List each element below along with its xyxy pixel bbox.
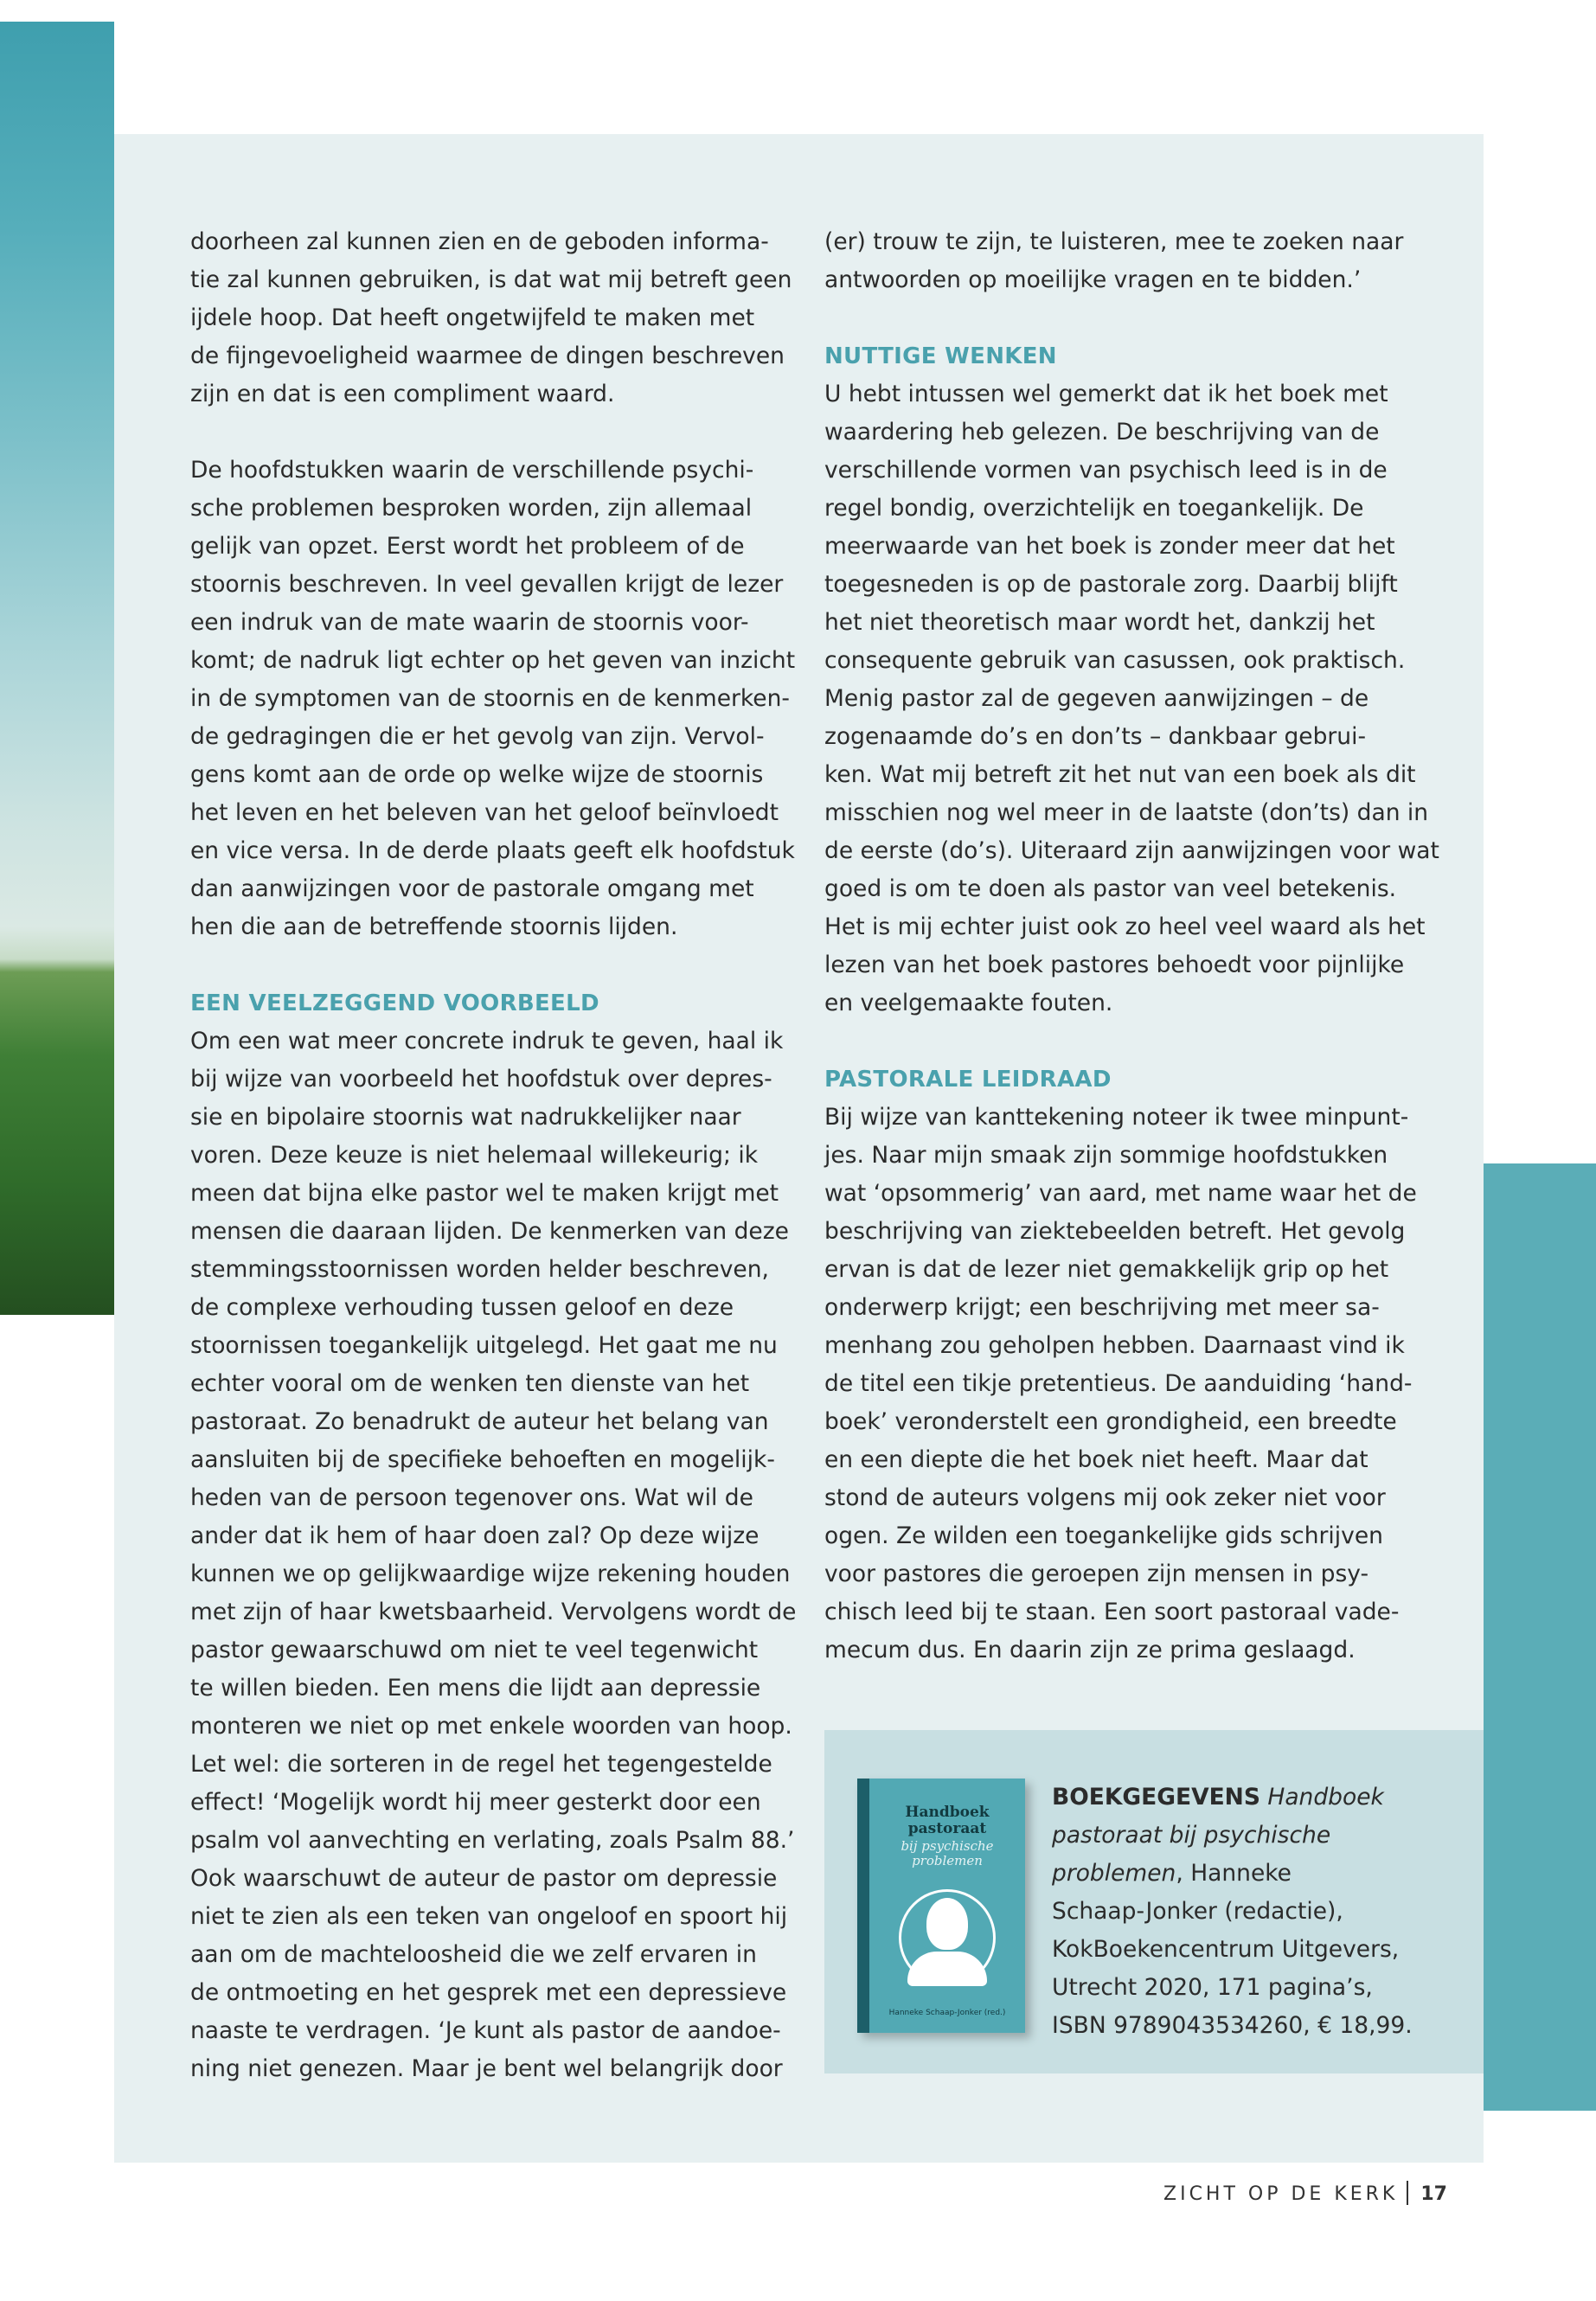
- book-isbn-price: ISBN 9789043534260, € 18,99.: [1052, 2012, 1413, 2039]
- text-line: voren. Deze keuze is niet helemaal willekeurig; ik: [190, 1142, 759, 1169]
- section-heading: NUTTIGE WENKEN: [824, 343, 1057, 369]
- decorative-teal-block: [1484, 1163, 1596, 2111]
- text-line: mecum dus. En daarin zijn ze prima geslaagd.: [824, 1637, 1356, 1663]
- text-line: pastor gewaarschuwd om niet te veel tegenwicht: [190, 1637, 759, 1663]
- text-line: goed is om te doen als pastor van veel betekenis.: [824, 875, 1397, 902]
- left-column: [190, 223, 797, 2088]
- book-spine: [857, 1779, 869, 2033]
- text-line: de eerste (do’s). Uiteraard zijn aanwijzingen voor wat: [824, 837, 1439, 864]
- text-line: ogen. Ze wilden een toegankelijke gids schrijven: [824, 1522, 1383, 1549]
- page-footer: [1163, 2181, 1447, 2208]
- text-line: verschillende vormen van psychisch leed is in de: [824, 457, 1388, 484]
- text-line: en vice versa. In de derde plaats geeft elk hoofdstuk: [190, 837, 795, 864]
- text-line: Ook waarschuwt de auteur de pastor om depressie: [190, 1865, 778, 1892]
- text-line: gelijk van opzet. Eerst wordt het probleem of de: [190, 533, 745, 560]
- text-line: menhang zou geholpen hebben. Daarnaast vind ik: [824, 1332, 1405, 1359]
- shoulders-icon: [907, 1952, 987, 1986]
- text-line: monteren we niet op met enkele woorden van hoop.: [190, 1713, 792, 1740]
- text-line: en een diepte die het boek niet heeft. Maar dat: [824, 1446, 1368, 1473]
- text-line: de titel een tikje pretentieus. De aanduiding ‘hand-: [824, 1370, 1413, 1397]
- text-line: voor pastores die geroepen zijn mensen in psy-: [824, 1561, 1369, 1587]
- magazine-name: ZICHT OP DE KERK: [1163, 2183, 1399, 2205]
- page-number: 17: [1420, 2183, 1447, 2205]
- text-line: lezen van het boek pastores behoedt voor pijnlijke: [824, 952, 1405, 978]
- text-line: in de symptomen van de stoornis en de kenmerken-: [190, 685, 790, 712]
- paragraph: [190, 452, 796, 946]
- text-line: pastoraat. Zo benadrukt de auteur het belang van: [190, 1408, 769, 1435]
- book-editor: , Hanneke: [1176, 1860, 1292, 1887]
- text-line: (er) trouw te zijn, te luisteren, mee te zoeken naar: [824, 228, 1404, 255]
- text-line: doorheen zal kunnen zien en de geboden informa-: [190, 228, 769, 255]
- text-line: psalm vol aanvechting en verlating, zoals Psalm 88.’: [190, 1827, 795, 1854]
- text-line: ervan is dat de lezer niet gemakkelijk grip op het: [824, 1256, 1389, 1283]
- text-line: ning niet genezen. Maar je bent wel belangrijk door: [190, 2055, 783, 2082]
- text-line: zijn en dat is een compliment waard.: [190, 381, 615, 407]
- book-cover-title: Handboek pastoraat: [905, 1804, 990, 1837]
- text-line: ander dat ik hem of haar doen zal? Op deze wijze: [190, 1522, 760, 1549]
- book-publisher: KokBoekencentrum Uitgevers,: [1052, 1936, 1400, 1963]
- section-heading: PASTORALE LEIDRAAD: [824, 1067, 1112, 1093]
- book-cover-subtitle: bij psychische problemen: [901, 1838, 994, 1868]
- book-info-label: BOEKGEGEVENS: [1052, 1784, 1260, 1811]
- text-line: dan aanwijzingen voor de pastorale omgang met: [190, 875, 754, 902]
- text-line: met zijn of haar kwetsbaarheid. Vervolgens wordt de: [190, 1599, 797, 1625]
- text-line: beschrijving van ziektebeelden betreft. Het gevolg: [824, 1218, 1406, 1245]
- book-editor: Schaap-Jonker (redactie),: [1052, 1898, 1343, 1925]
- text-line: de complexe verhouding tussen geloof en deze: [190, 1294, 734, 1321]
- text-line: aan om de machteloosheid die we zelf ervaren in: [190, 1941, 757, 1968]
- text-line: Menig pastor zal de gegeven aanwijzingen – de: [824, 685, 1369, 712]
- text-line: ken. Wat mij betreft zit het nut van een boek als dit: [824, 761, 1416, 788]
- text-line: waardering heb gelezen. De beschrijving van de: [824, 419, 1380, 445]
- footer-divider: [1407, 2181, 1408, 2205]
- text-line: meen dat bijna elke pastor wel te maken krijgt met: [190, 1180, 779, 1207]
- text-line: echter vooral om de wenken ten dienste van het: [190, 1370, 750, 1397]
- text-line: stoornissen toegankelijk uitgelegd. Het gaat me nu: [190, 1332, 778, 1359]
- paragraph: [824, 1099, 1417, 1670]
- text-line: en veelgemaakte fouten.: [824, 990, 1113, 1016]
- text-line: wat ‘opsommerig’ van aard, met name waar het de: [824, 1180, 1417, 1207]
- book-cover-authors: Hanneke Schaap-Jonker (red.): [888, 2009, 1006, 2017]
- text-line: de fijngevoeligheid waarmee de dingen beschreven: [190, 343, 785, 369]
- text-line: onderwerp krijgt; een beschrijving met meer sa-: [824, 1294, 1380, 1321]
- text-line: het niet theoretisch maar wordt het, dankzij het: [824, 609, 1375, 636]
- text-line: mensen die daaraan lijden. De kenmerken van deze: [190, 1218, 789, 1245]
- paragraph: [190, 223, 792, 413]
- text-line: stoornis beschreven. In veel gevallen krijgt de lezer: [190, 571, 784, 598]
- text-line: Om een wat meer concrete indruk te geven, haal ik: [190, 1028, 784, 1054]
- text-line: sie en bipolaire stoornis wat nadrukkelijker naar: [190, 1104, 741, 1131]
- text-line: ijdele hoop. Dat heeft ongetwijfeld te maken met: [190, 304, 755, 331]
- text-line: naaste te verdragen. ‘Je kunt als pastor de aandoe-: [190, 2017, 781, 2044]
- text-line: niet te zien als een teken van ongeloof en spoort hij: [190, 1903, 788, 1930]
- text-line: te willen bieden. Een mens die lijdt aan depressie: [190, 1675, 761, 1702]
- head-icon: [926, 1898, 968, 1950]
- book-title: Handboek: [1267, 1784, 1384, 1811]
- text-line: stemmingsstoornissen worden helder beschreven,: [190, 1256, 769, 1283]
- text-line: consequente gebruik van casussen, ook praktisch.: [824, 647, 1406, 674]
- text-line: Bij wijze van kanttekening noteer ik twee minpunt-: [824, 1104, 1409, 1131]
- text-line: zogenaamde do’s en don’ts – dankbaar gebrui-: [824, 723, 1367, 750]
- text-line: toegesneden is op de pastorale zorg. Daarbij blijft: [824, 571, 1398, 598]
- text-line: misschien nog wel meer in de laatste (don’ts) dan in: [824, 799, 1429, 826]
- text-line: komt; de nadruk ligt echter op het geven van inzicht: [190, 647, 796, 674]
- paragraph: [190, 1022, 797, 2088]
- book-cover-image: [857, 1779, 1025, 2033]
- text-line: stond de auteurs volgens mij ook zeker niet voor: [824, 1484, 1386, 1511]
- text-line: U hebt intussen wel gemerkt dat ik het boek met: [824, 381, 1388, 407]
- text-line: aansluiten bij de specifieke behoeften en mogelijk-: [190, 1446, 775, 1473]
- text-line: antwoorden op moeilijke vragen en te bidden.’: [824, 266, 1362, 293]
- text-line: effect! ‘Mogelijk wordt hij meer gesterkt door een: [190, 1789, 761, 1816]
- text-line: Het is mij echter juist ook zo heel veel waard als het: [824, 913, 1426, 940]
- text-line: meerwaarde van het boek is zonder meer dat het: [824, 533, 1395, 560]
- book-details-box: [824, 1730, 1484, 2073]
- text-line: de ontmoeting en het gesprek met een depressieve: [190, 1979, 787, 2006]
- text-line: De hoofdstukken waarin de verschillende psychi-: [190, 457, 754, 484]
- paragraph: [824, 375, 1439, 1022]
- book-title: problemen: [1052, 1860, 1176, 1887]
- text-line: de gedragingen die er het gevolg van zijn. Vervol-: [190, 723, 765, 750]
- section-heading: EEN VEELZEGGEND VOORBEELD: [190, 990, 599, 1016]
- book-info-text: [1052, 1779, 1467, 2045]
- right-column: [824, 223, 1439, 1670]
- text-line: een indruk van de mate waarin de stoornis voor-: [190, 609, 749, 636]
- book-year-pages: Utrecht 2020, 171 pagina’s,: [1052, 1974, 1373, 2001]
- text-line: Let wel: die sorteren in de regel het tegengestelde: [190, 1751, 772, 1778]
- text-line: kunnen we op gelijkwaardige wijze rekening houden: [190, 1561, 791, 1587]
- text-line: gens komt aan de orde op welke wijze de stoornis: [190, 761, 764, 788]
- text-line: het leven en het beleven van het geloof beïnvloedt: [190, 799, 779, 826]
- paragraph: [824, 223, 1413, 299]
- text-line: regel bondig, overzichtelijk en toegankelijk. De: [824, 495, 1364, 522]
- text-line: heden van de persoon tegenover ons. Wat wil de: [190, 1484, 753, 1511]
- book-title: pastoraat bij psychische: [1052, 1822, 1331, 1849]
- text-line: sche problemen besproken worden, zijn allemaal: [190, 495, 753, 522]
- text-line: hen die aan de betreffende stoornis lijden.: [190, 913, 678, 940]
- text-line: jes. Naar mijn smaak zijn sommige hoofdstukken: [824, 1142, 1388, 1169]
- text-line: boek’ veronderstelt een grondigheid, een breedte: [824, 1408, 1397, 1435]
- text-line: tie zal kunnen gebruiken, is dat wat mij betreft geen: [190, 266, 792, 293]
- text-line: chisch leed bij te staan. Een soort pastoraal vade-: [824, 1599, 1400, 1625]
- decorative-landscape-photo: [0, 22, 114, 1315]
- text-line: bij wijze van voorbeeld het hoofdstuk over depres-: [190, 1066, 772, 1093]
